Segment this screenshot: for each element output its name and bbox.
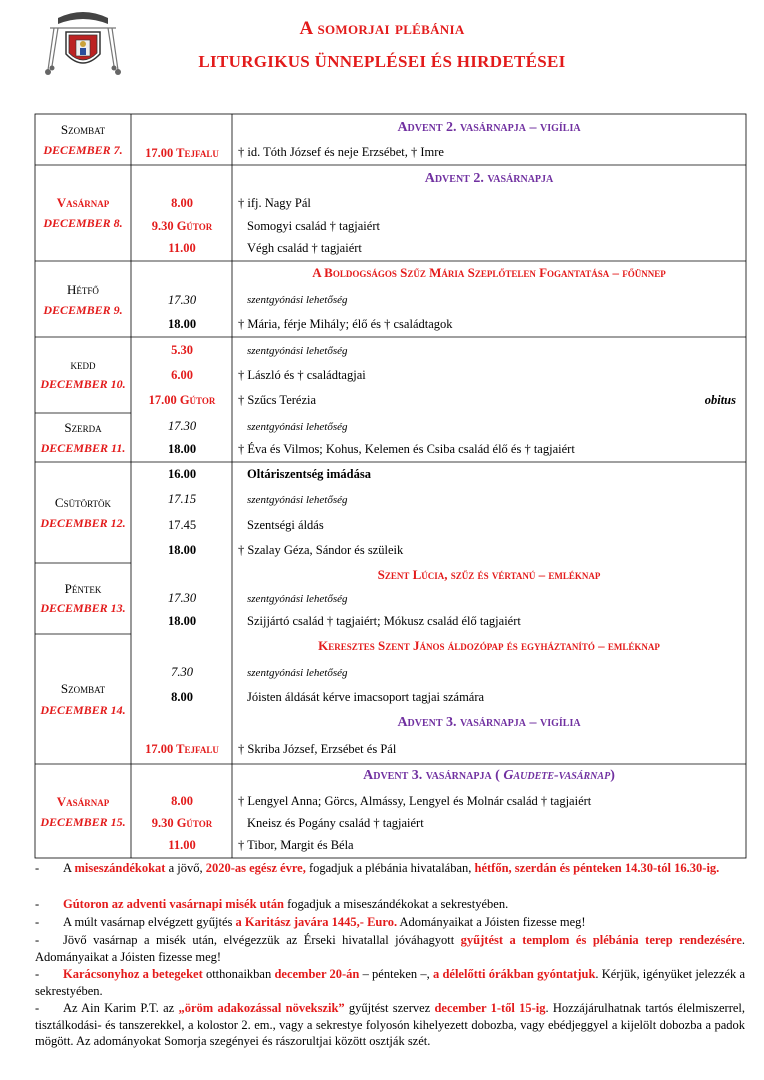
mass-intention: † Lengyel Anna; Görcs, Almássy, Lengyel és Molnár család † tagjaiért: [238, 794, 592, 808]
mass-time: 8.00: [171, 690, 193, 704]
day-name: Szerda: [64, 420, 102, 435]
day-name: Vasárnap: [56, 794, 110, 809]
mass-intention: † Éva és Vilmos; Kohus, Kelemen és Csiba család élő és † tagjaiért: [238, 442, 575, 456]
mass-intention: † Szűcs Terézia: [238, 393, 317, 407]
day-name: Szombat: [60, 681, 106, 696]
mass-time: 18.00: [167, 614, 197, 628]
feast-heading: [234, 769, 744, 783]
mass-time: 8.00: [171, 794, 193, 808]
mass-time: 18.00: [167, 317, 197, 331]
feast-heading: A Boldogságos Szűz Mária Szeplőtelen Fogantatása – főünnep: [312, 265, 666, 280]
feast-heading: Advent 2. vasárnapja: [424, 171, 554, 186]
mass-intention: Szijjártó család † tagjaiért; Mókusz család élő tagjaiért: [247, 614, 521, 628]
mass-time: 9.30 Gútor: [151, 219, 213, 233]
mass-time: 17.30: [167, 293, 197, 307]
announcement: - A miseszándékokat a jövő, 2020-as egész évre, fogadjuk a plébánia hivatalában, hétfőn, szerdán és pénteken 14.30-tól 16.30-ig.: [35, 861, 720, 875]
announcement: - Karácsonyhoz a betegeket otthonaikban december 20-án – pénteken –, a délelőtti órákban gyóntatjuk. Kérjük, igényüket jelezzék a sekrestyében.: [35, 967, 746, 998]
day-date: DECEMBER 9.: [43, 303, 123, 317]
mass-intention: Végh család † tagjaiért: [247, 241, 362, 255]
feast-heading: Keresztes Szent János áldozópap és egyháztanító – emléknap: [318, 638, 660, 653]
mass-intention: Jóisten áldását kérve imacsoport tagjai számára: [247, 690, 485, 704]
mass-intention: Kneisz és Pogány család † tagjaiért: [247, 816, 424, 830]
page-title-line1: A somorjai plébánia: [299, 18, 465, 39]
mass-time: 16.00: [167, 467, 197, 481]
mass-intention: szentgyónási lehetőség: [247, 294, 348, 306]
announcement: - A múlt vasárnap elvégzett gyűjtés a Karitász javára 1445,- Euro. Adományaikat a Jóisten fizesse meg!: [35, 915, 586, 929]
announcement: - Az Ain Karim P.T. az „öröm adakozással növekszik” gyűjtést szervez december 1-től 15-ig. Hozzájárulhatnak tartós élelmiszerrel, tisztálkodási- és tanszerekkel, a kolostor 2. em., vagy a sekrestye folyosón kihelyezett dobozba, vagy ebédjeggyel a kijelölt dobozba a padok mögött. Az adományokat Somorja szegényei és rászorultjai között osztják szét.: [35, 1001, 745, 1048]
day-name: Hétfő: [67, 282, 99, 297]
mass-time: 6.00: [171, 368, 193, 382]
feast-heading: Szent Lúcia, szűz és vértanú – emléknap: [377, 567, 601, 582]
mass-intention: † Mária, férje Mihály; élő és † családtagok: [238, 317, 453, 331]
day-name: Szombat: [60, 122, 106, 137]
day-date: DECEMBER 8.: [43, 216, 123, 230]
day-name: Péntek: [64, 581, 102, 596]
mass-time: 17.30: [167, 419, 197, 433]
announcement: - Gútoron az adventi vasárnapi misék után fogadjuk a miseszándékokat a sekrestyében.: [35, 897, 509, 911]
day-date: DECEMBER 13.: [40, 601, 126, 615]
obitus-label: obitus: [704, 393, 736, 407]
feast-text: ): [610, 768, 615, 783]
mass-time: 5.30: [171, 343, 193, 357]
mass-time: 18.00: [167, 442, 197, 456]
mass-intention: † ifj. Nagy Pál: [238, 196, 311, 210]
mass-time: 11.00: [168, 838, 196, 852]
mass-time: 17.00 Tejfalu: [145, 742, 219, 756]
day-date: DECEMBER 15.: [40, 815, 126, 829]
announcement: - Jövő vasárnap a misék után, elvégezzük az Érseki hivatallal jóváhagyott gyűjtést a templom és plébánia terep rendezésére. Adományaikat a Jóisten fizesse meg!: [35, 933, 745, 964]
mass-time: 7.30: [171, 665, 193, 679]
feast-heading: Advent 3. vasárnapja – vigília: [397, 715, 581, 730]
day-date: DECEMBER 11.: [40, 441, 126, 455]
mass-intention: szentgyónási lehetőség: [247, 593, 348, 605]
mass-time: 17.45: [167, 518, 197, 532]
day-name: Vasárnap: [56, 195, 110, 210]
mass-time: 17.30: [167, 591, 197, 605]
page-title-line2: LITURGIKUS ÜNNEPLÉSEI ÉS HIRDETÉSEI: [198, 52, 566, 71]
mass-time: 11.00: [168, 241, 196, 255]
mass-time: 18.00: [167, 543, 197, 557]
mass-intention: † Skriba József, Erzsébet és Pál: [238, 742, 397, 756]
mass-time: 17.00 Gútor: [148, 393, 216, 407]
mass-intention: † Tibor, Margit és Béla: [238, 838, 354, 852]
mass-time: 8.00: [171, 196, 193, 210]
day-date: DECEMBER 7.: [43, 143, 123, 157]
feast-text: Advent 3. vasárnapja (: [363, 768, 500, 783]
mass-intention: † id. Tóth József és neje Erzsébet, † Imre: [238, 145, 444, 159]
mass-time: 9.30 Gútor: [151, 816, 213, 830]
mass-intention: Szentségi áldás: [247, 518, 324, 532]
feast-text-italic: Gaudete-vasárnap: [503, 768, 611, 783]
mass-time: 17.00 Tejfalu: [145, 146, 219, 160]
day-date: DECEMBER 10.: [40, 377, 126, 391]
mass-intention: szentgyónási lehetőség: [247, 421, 348, 433]
mass-intention: † Szalay Géza, Sándor és szüleik: [238, 543, 404, 557]
feast-heading: Advent 2. vasárnapja – vigília: [397, 120, 581, 135]
mass-intention: Oltáriszentség imádása: [247, 467, 371, 481]
mass-intention: szentgyónási lehetőség: [247, 345, 348, 357]
mass-intention: † László és † családtagjai: [238, 368, 366, 382]
mass-intention: szentgyónási lehetőség: [247, 494, 348, 506]
mass-time: 17.15: [167, 492, 197, 506]
day-date: DECEMBER 14.: [40, 703, 126, 717]
day-name: Csütörtök: [54, 495, 112, 510]
mass-intention: Somogyi család † tagjaiért: [247, 219, 380, 233]
day-date: DECEMBER 12.: [40, 516, 126, 530]
day-name: kedd: [70, 357, 96, 372]
mass-intention: szentgyónási lehetőség: [247, 667, 348, 679]
